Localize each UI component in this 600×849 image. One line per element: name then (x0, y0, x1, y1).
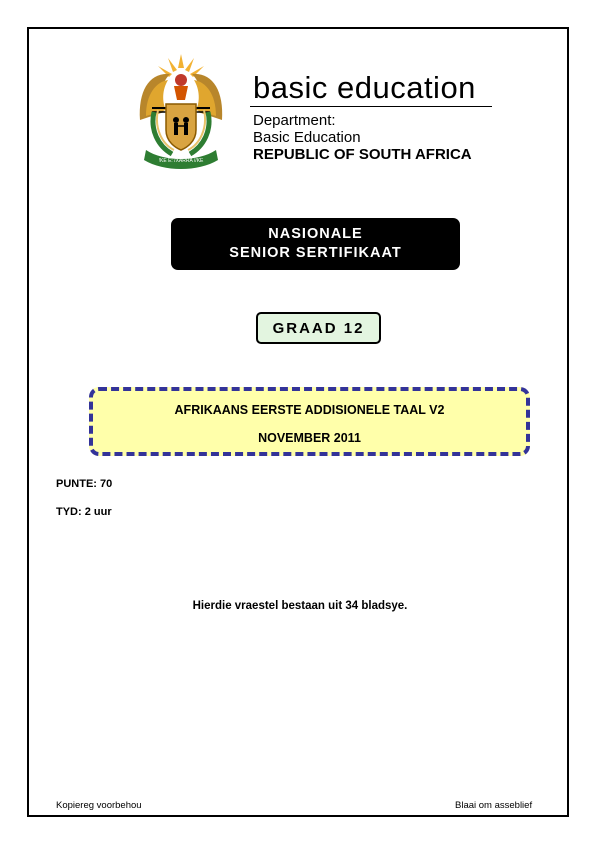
svg-text:!KE E: /XARRA //KE: !KE E: /XARRA //KE (158, 158, 204, 164)
certificate-banner (171, 218, 460, 270)
time-field: TYD: 2 uur (56, 506, 112, 518)
grade-label: GRAAD 12 (272, 319, 365, 337)
coat-of-arms-icon (130, 50, 232, 172)
department-name: Basic Education (253, 129, 361, 146)
grade-badge (256, 312, 381, 344)
page-count-note: Hierdie vraestel bestaan uit 34 bladsye. (192, 600, 408, 612)
certificate-line1: NASIONALE (268, 226, 363, 242)
exam-date: NOVEMBER 2011 (258, 431, 361, 445)
subject-box (89, 387, 530, 456)
brand-title: basic education (253, 70, 476, 105)
brand-divider (250, 106, 492, 107)
marks-field: PUNTE: 70 (56, 478, 113, 490)
country-name: REPUBLIC OF SOUTH AFRICA (253, 146, 472, 163)
copyright-footer: Kopiereg voorbehou (56, 800, 142, 811)
subject-title: AFRIKAANS EERSTE ADDISIONELE TAAL V2 (174, 403, 445, 417)
certificate-line2: SENIOR SERTIFIKAAT (229, 245, 402, 261)
turn-page-footer: Blaai om asseblief (455, 800, 533, 811)
department-label: Department: (253, 112, 336, 129)
